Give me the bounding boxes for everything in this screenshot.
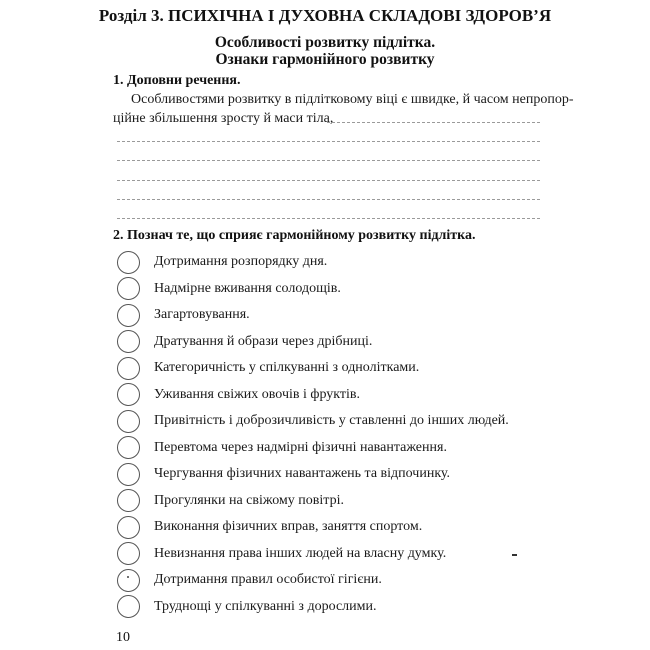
checklist-item[interactable] (117, 567, 382, 593)
section-title: Розділ 3. ПСИХІЧНА І ДУХОВНА СКЛАДОВІ ЗДОРОВ’Я (98, 6, 552, 25)
checkbox-circle-icon[interactable] (117, 304, 140, 327)
checklist-item[interactable] (117, 276, 341, 302)
checklist-item-label: Загартовування. (154, 307, 250, 322)
checkbox-circle-icon[interactable] (117, 569, 140, 592)
checklist-item[interactable] (117, 329, 372, 355)
checklist-item-label: Дратування й образи через дрібниці. (154, 333, 373, 349)
checklist-item[interactable] (117, 249, 327, 275)
checklist-item-label: Невизнання права інших людей на власну думку. (154, 545, 447, 561)
checklist-item[interactable] (117, 461, 450, 487)
checklist-item-label: Дотримання розпорядку дня. (154, 254, 328, 269)
answer-line-5[interactable] (117, 199, 540, 200)
answer-line-4[interactable] (117, 180, 540, 181)
checkbox-circle-icon[interactable] (117, 277, 140, 300)
checklist-item[interactable] (117, 541, 446, 567)
checkbox-circle-icon[interactable] (117, 516, 140, 539)
checklist-item[interactable] (117, 302, 250, 328)
answer-line-2[interactable] (117, 141, 540, 142)
checkbox-circle-icon[interactable] (117, 595, 140, 618)
checklist-item-label: Перевтома через надмірні фізичні навантаження. (154, 439, 447, 455)
checkbox-circle-icon[interactable] (117, 251, 140, 274)
task-2-heading: 2. Познач те, що сприяє гармонійному розвитку підлітка. (113, 228, 476, 243)
answer-line-6[interactable] (117, 218, 540, 219)
lesson-title-line-1: Особливості розвитку підлітка. (214, 34, 436, 51)
lesson-title-line-2: Ознаки гармонійного розвитку (215, 51, 435, 68)
answer-line-1[interactable] (327, 122, 540, 123)
page-number: 10 (116, 630, 130, 645)
checkbox-circle-icon[interactable] (117, 410, 140, 433)
task-1-text-line-1: Особливостями розвитку в підлітковому віці є швидке, й часом непропор- (131, 92, 574, 107)
checkbox-circle-icon[interactable] (117, 542, 140, 565)
checklist-item-label: Уживання свіжих овочів і фруктів. (154, 386, 360, 402)
stray-pen-mark (512, 554, 517, 556)
task-1-heading: 1. Доповни речення. (113, 73, 241, 88)
checklist-item-label: Прогулянки на свіжому повітрі. (154, 492, 344, 508)
answer-line-3[interactable] (117, 160, 540, 161)
checklist-item-label: Категоричність у спілкуванні з однолітками. (154, 360, 420, 375)
checkbox-circle-icon[interactable] (117, 383, 140, 406)
checklist-item[interactable] (117, 382, 360, 408)
checkbox-circle-icon[interactable] (117, 436, 140, 459)
checkbox-circle-icon[interactable] (117, 357, 140, 380)
checklist-item-label: Труднощі у спілкуванні з дорослими. (154, 598, 377, 614)
checklist-item[interactable] (117, 514, 422, 540)
checklist-item-label: Надмірне вживання солодощів. (154, 280, 341, 296)
checklist-item[interactable] (117, 355, 419, 381)
checkbox-circle-icon[interactable] (117, 489, 140, 512)
task-1-text-line-2: ційне збільшення зросту й маси тіла, (113, 111, 334, 126)
checklist-item-label: Чергування фізичних навантажень та відпочинку. (154, 466, 451, 481)
checklist-item-label: Дотримання правил особистої гігієни. (154, 572, 382, 587)
checkbox-circle-icon[interactable] (117, 463, 140, 486)
checklist-item[interactable] (117, 408, 509, 434)
checkbox-circle-icon[interactable] (117, 330, 140, 353)
checklist-item[interactable] (117, 435, 447, 461)
checklist-item[interactable] (117, 594, 376, 620)
checklist-item[interactable] (117, 488, 344, 514)
speck-mark (127, 576, 129, 578)
checklist-item-label: Привітність і доброзичливість у ставленні до інших людей. (154, 413, 509, 428)
checklist-item-label: Виконання фізичних вправ, заняття спортом. (154, 519, 423, 534)
